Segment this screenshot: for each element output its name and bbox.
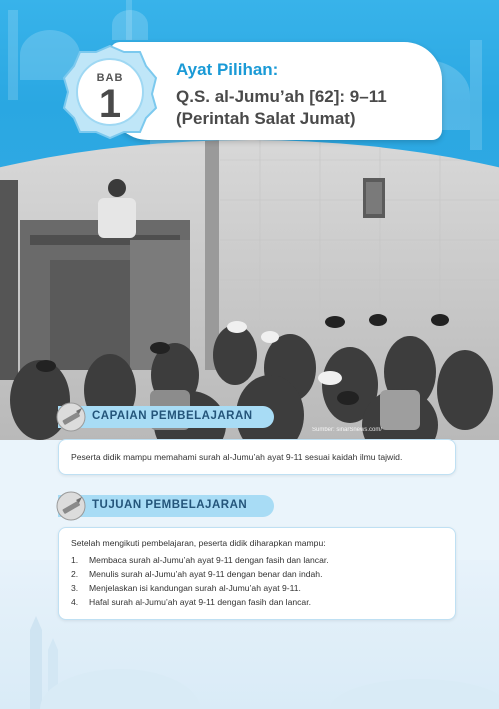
list-item: 4. Hafal surah al-Jumu’ah ayat 9-11 dengan fasih dan lancar. (71, 597, 311, 607)
title-line-3: (Perintah Salat Jumat) (176, 109, 356, 128)
list-item: 2. Menulis surah al-Jumu’ah ayat 9-11 dengan benar dan indah. (71, 569, 323, 579)
tujuan-heading: TUJUAN PEMBELAJARAN (92, 499, 248, 511)
capaian-heading-bar (58, 406, 274, 428)
tujuan-intro: Setelah mengikuti pembelajaran, peserta didik diharapkan mampu: (71, 538, 326, 548)
photo-credit: Sumber: sinarSnews.com/ (312, 427, 383, 433)
tujuan-box (58, 527, 456, 620)
title-line-1: Ayat Pilihan: (176, 60, 279, 79)
tujuan-heading-bar (58, 495, 274, 517)
title-card (110, 42, 442, 140)
chapter-badge (62, 44, 158, 140)
title-line-2: Q.S. al-Jumu’ah [62]: 9–11 (176, 87, 387, 106)
pen-book-icon (56, 491, 86, 521)
capaian-text: Peserta didik mampu memahami surah al-Jumu’ah ayat 9-11 sesuai kaidah ilmu tajwid. (71, 452, 403, 462)
list-item: 3. Menjelaskan isi kandungan surah al-Jumu’ah ayat 9-11. (71, 583, 301, 593)
chapter-number: 1 (98, 82, 122, 126)
capaian-box (58, 439, 456, 475)
pen-book-icon (56, 402, 86, 432)
mosque-photo (0, 140, 499, 440)
chapter-label: BAB (96, 72, 124, 84)
capaian-heading: CAPAIAN PEMBELAJARAN (92, 410, 253, 422)
list-item: 1. Membaca surah al-Jumu’ah ayat 9-11 dengan fasih dan lancar. (71, 555, 329, 565)
